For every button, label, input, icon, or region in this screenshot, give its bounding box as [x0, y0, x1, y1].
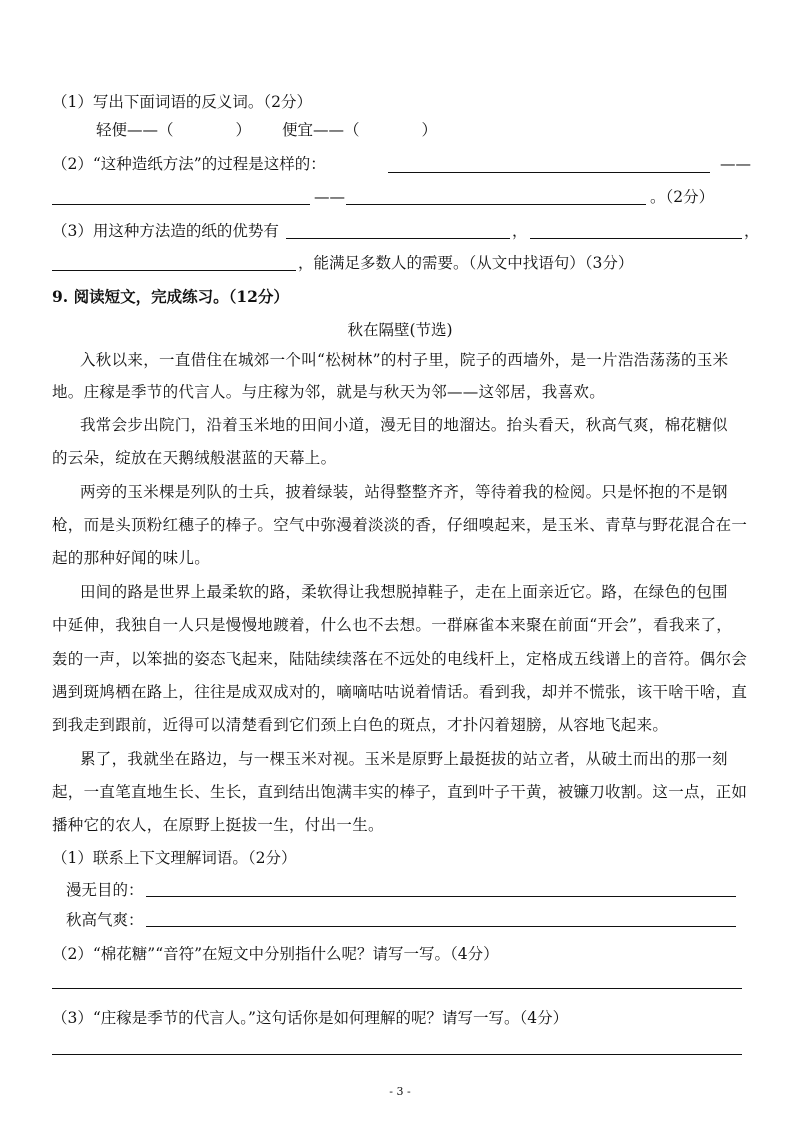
- dash: ——: [720, 155, 751, 173]
- answer-line[interactable]: [52, 204, 310, 205]
- antonym-item-2: 便宜——（ ）: [282, 121, 438, 139]
- answer-line[interactable]: [346, 204, 646, 205]
- q9-heading: 9. 阅读短文，完成练习。（12分）: [52, 287, 289, 306]
- answer-line[interactable]: [530, 238, 742, 239]
- q9-sub3-prompt: （3）“庄稼是季节的代言人。”这句话你是如何理解的呢？请写一写。（4分）: [52, 1009, 569, 1027]
- passage-line: 播种它的农人，在原野上挺拔一生，付出一生。: [52, 816, 384, 834]
- answer-line[interactable]: [52, 1054, 742, 1055]
- passage-line: 我常会步出院门，沿着玉米地的田间小道，漫无目的地溜达。抬头看天，秋高气爽，棉花糖似: [80, 416, 728, 434]
- passage-title: 秋在隔壁(节选): [347, 321, 453, 339]
- passage-line: 枪，而是头顶粉红穗子的棒子。空气中弥漫着淡淡的香，仔细嗅起来，是玉米、青草与野花混合在一: [52, 516, 748, 534]
- term-label: 秋高气爽：: [66, 911, 144, 929]
- passage-line: 到我走到跟前，近得可以清楚看到它们颈上白色的斑点，才扑闪着翅膀，从容地飞起来。: [52, 716, 669, 734]
- answer-line[interactable]: [286, 238, 510, 239]
- q8-sub3-prompt: （3）用这种方法造的纸的优势有: [52, 222, 279, 240]
- passage-line: 两旁的玉米棵是列队的士兵，披着绿装，站得整整齐齐，等待着我的检阅。只是怀抱的不是钢: [80, 483, 728, 501]
- passage-line: 中延伸，我独自一人只是慢慢地踱着，什么也不去想。一群麻雀本来聚在前面“开会”，看我来了，: [52, 616, 733, 634]
- passage-line: 起，一直笔直地生长、生长，直到结出饱满丰实的棒子，直到叶子干黄，被镰刀收割。这一点，正如: [52, 783, 748, 801]
- term-label: 漫无目的：: [66, 881, 144, 899]
- passage-line: 起的那种好闻的味儿。: [52, 549, 211, 567]
- q8-sub2-prompt: （2）“这种造纸方法”的过程是这样的：: [52, 155, 326, 173]
- passage-line: 入秋以来，一直借住在城郊一个叫“松树林”的村子里，院子的西墙外，是一片浩浩荡荡的玉米: [80, 351, 729, 369]
- answer-line[interactable]: [146, 926, 736, 927]
- answer-line[interactable]: [52, 270, 296, 271]
- passage-line: 轰的一声，以笨拙的姿态飞起来，陆陆续续落在不远处的电线杆上，定格成五线谱上的音符。偶尔会: [52, 650, 748, 668]
- q8-sub3-tail: ，能满足多数人的需要。（从文中找语句）（3分）: [298, 254, 634, 272]
- antonym-item-1: 轻便——（ ）: [96, 121, 252, 139]
- passage-line: 地。庄稼是季节的代言人。与庄稼为邻，就是与秋天为邻——这邻居，我喜欢。: [52, 383, 606, 401]
- passage-line: 遇到斑鸠栖在路上，往往是成双成对的，嘀嘀咕咕说着情话。看到我，却并不慌张，该干啥干啥，直: [52, 683, 748, 701]
- answer-line[interactable]: [52, 988, 742, 989]
- q9-sub2-prompt: （2）“棉花糖”“音符”在短文中分别指什么呢？请写一写。（4分）: [52, 945, 499, 963]
- comma: ，: [512, 222, 528, 240]
- passage-line: 累了，我就坐在路边，与一棵玉米对视。玉米是原野上最挺拔的站立者，从破土而出的那一刻: [80, 750, 728, 768]
- page-number: - 3 -: [389, 1085, 411, 1098]
- q9-sub1-prompt: （1）联系上下文理解词语。（2分）: [52, 849, 297, 867]
- comma: ，: [744, 222, 760, 240]
- q8-sub1-prompt: （1）写出下面词语的反义词。（2分）: [52, 93, 312, 111]
- dash: ——: [314, 188, 345, 206]
- answer-line[interactable]: [388, 172, 710, 173]
- passage-line: 田间的路是世界上最柔软的路，柔软得让我想脱掉鞋子，走在上面亲近它。路，在绿色的包围: [80, 583, 728, 601]
- passage-line: 的云朵，绽放在天鹅绒般湛蓝的天幕上。: [52, 449, 337, 467]
- answer-line[interactable]: [146, 896, 736, 897]
- q8-sub2-score: 。（2分）: [650, 188, 715, 206]
